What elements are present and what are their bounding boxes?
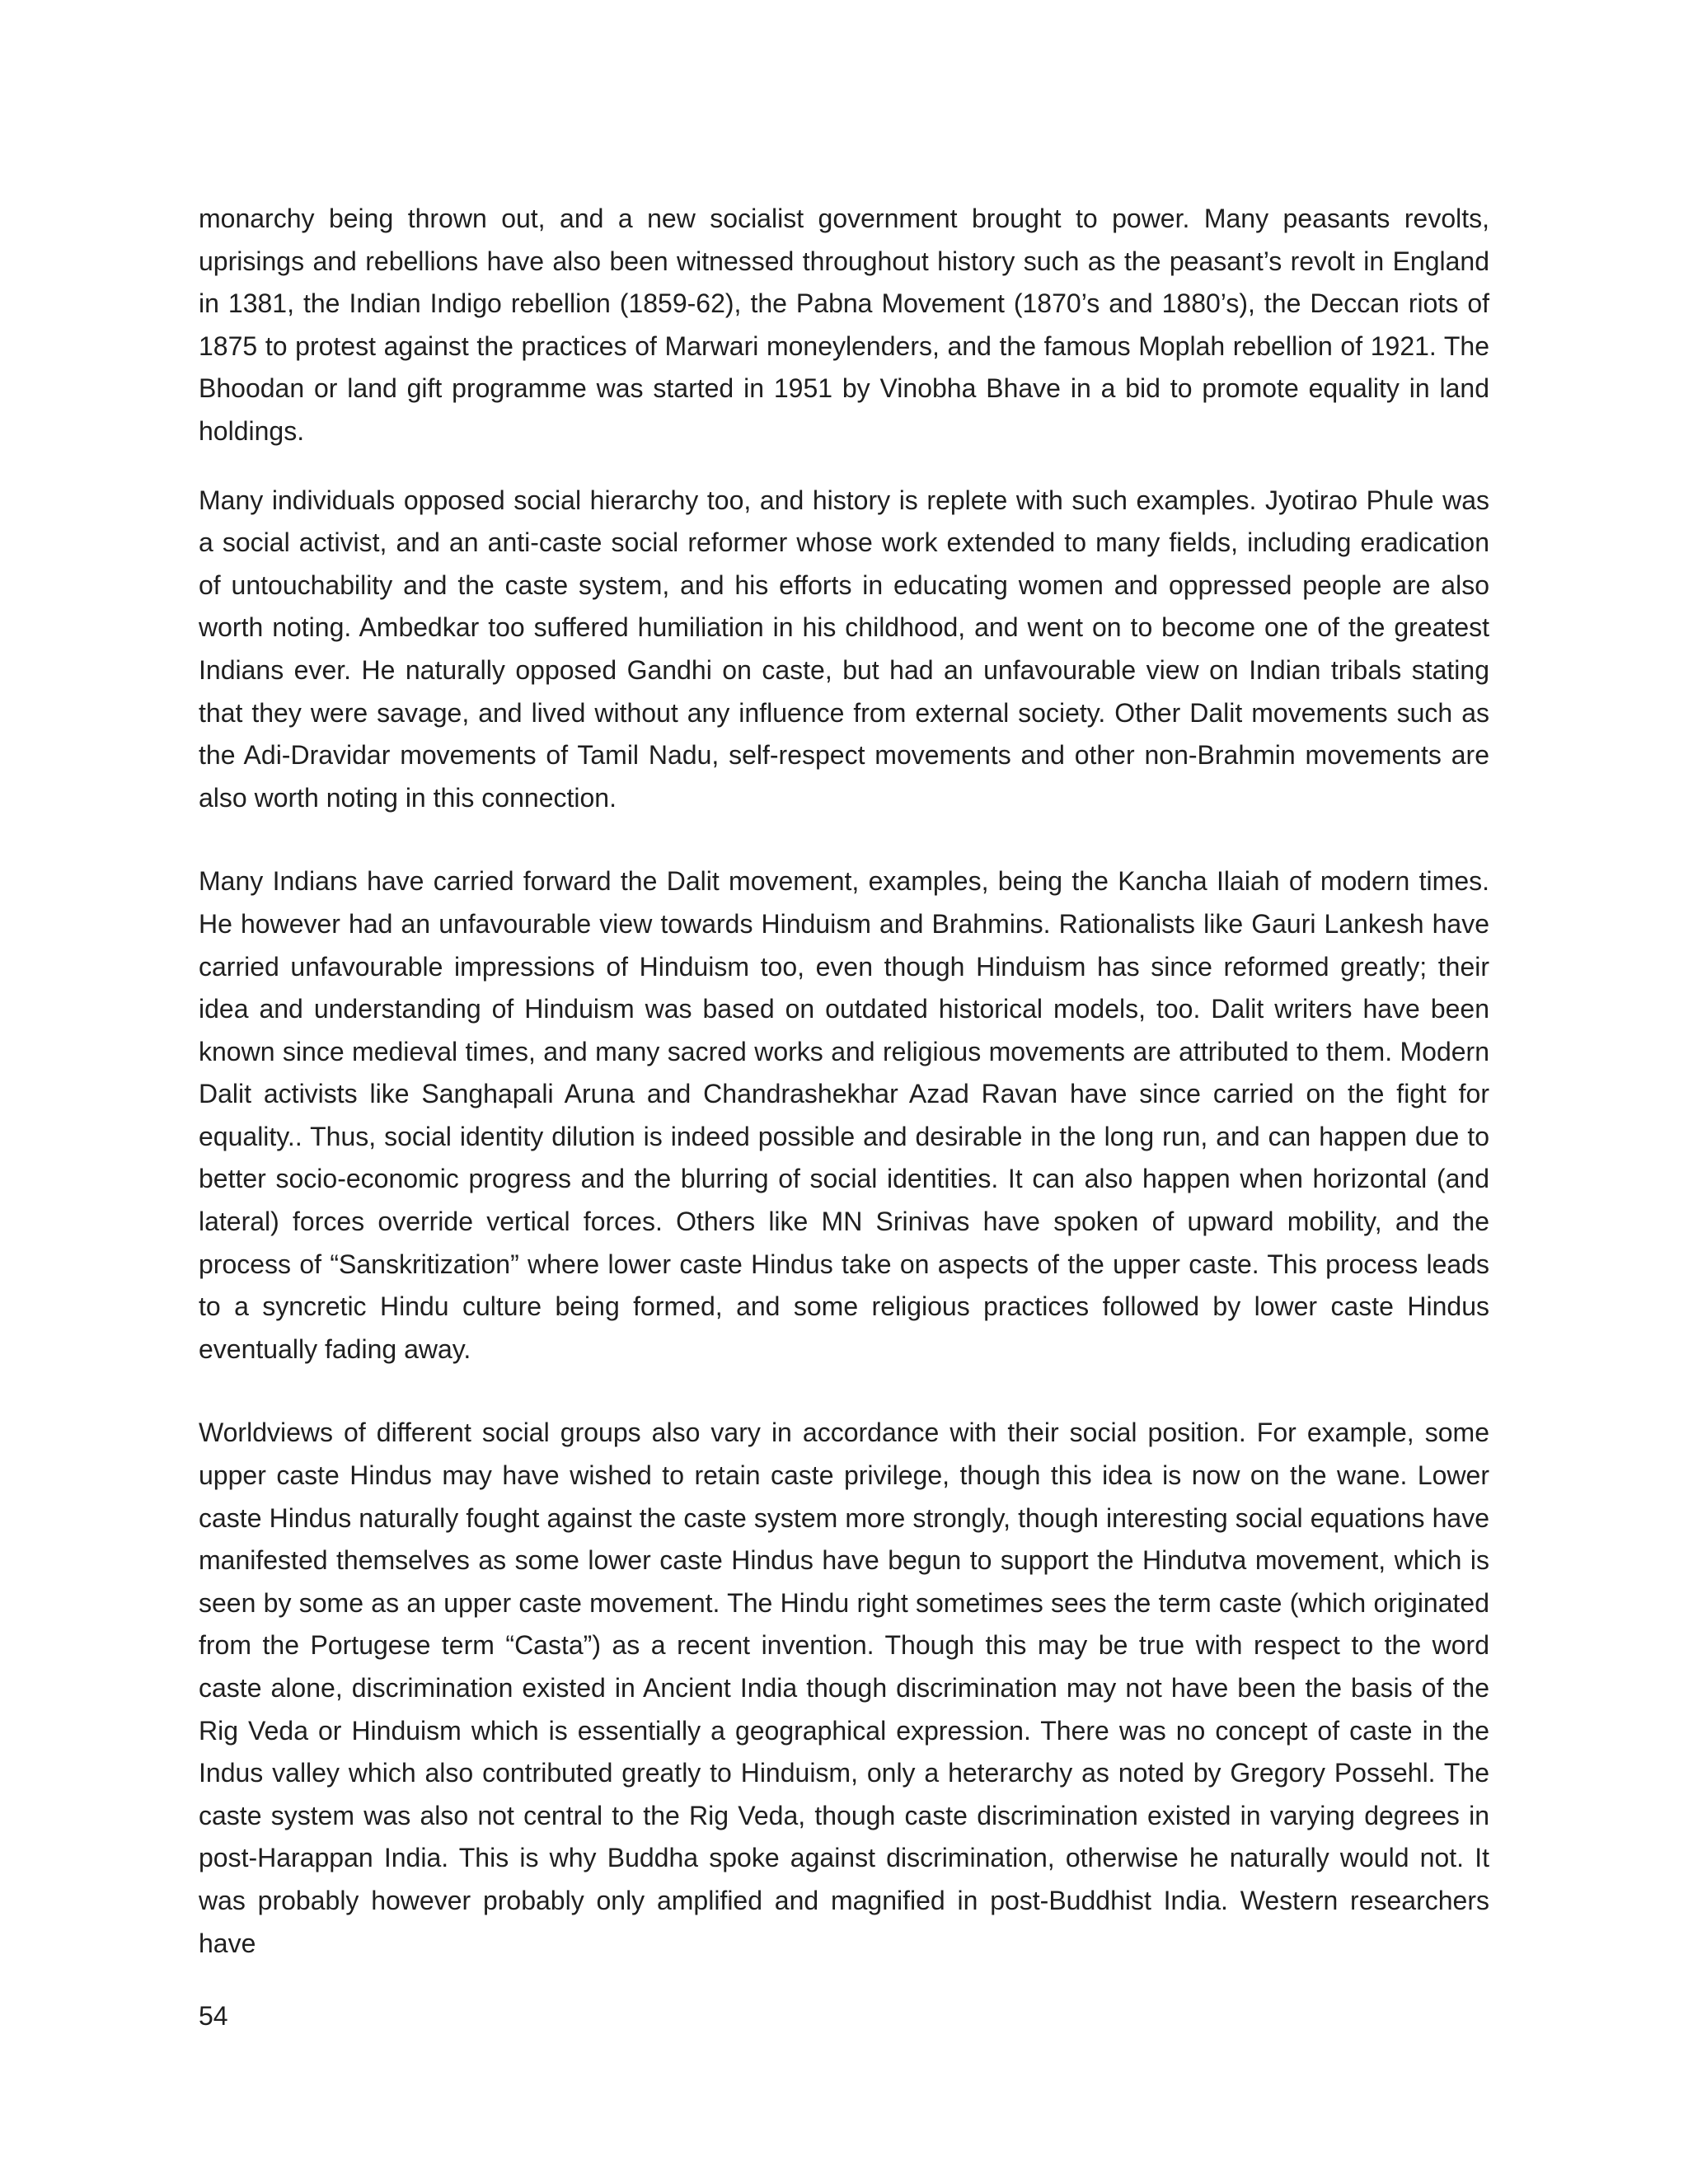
page-number: 54 — [199, 2001, 228, 2031]
paragraph-worldviews: Worldviews of different social groups also vary in accordance with their social position. For example, some upper caste Hindus may have wished to retain caste privilege, though this idea is now on the wane. Lower caste Hindus naturally fought against the caste system more strongly, though interesting social equations have manifested themselves as some lower caste Hindus have begun to support the Hindutva movement, which is seen by some as an upper caste movement. The Hindu right sometimes sees the term caste (which originated from the Portugese term “Casta”) as a recent invention. Though this may be true with respect to the word caste alone, discrimination existed in Ancient India though discrimination may not have been the basis of the Rig Veda or Hinduism which is essentially a geographical expression. There was no concept of caste in the Indus valley which also contributed greatly to Hinduism, only a heterarchy as noted by Gregory Possehl. The caste system was also not central to the Rig Veda, though caste discrimination existed in varying degrees in post-Harappan India. This is why Buddha spoke against discrimination, otherwise he naturally would not. It was probably however probably only amplified and magnified in post-Buddhist India. Western researchers have — [199, 1418, 1489, 1958]
body-text — [199, 198, 1489, 1965]
paragraph-social-hierarchy: Many individuals opposed social hierarchy too, and history is replete with such examples. Jyotirao Phule was a social activist, and an anti-caste social reformer whose work extended to many fields, including eradication of untouchability and the caste system, and his efforts in educating women and oppressed people are also worth noting. Ambedkar too suffered humiliation in his childhood, and went on to become one of the greatest Indians ever. He naturally opposed Gandhi on caste, but had an unfavourable view on Indian tribals stating that they were savage, and lived without any influence from external society. Other Dalit movements such as the Adi-Dravidar movements of Tamil Nadu, self-respect movements and other non-Brahmin movements are also worth noting in this connection. — [199, 485, 1489, 813]
paragraph-peasant-revolts: monarchy being thrown out, and a new socialist government brought to power. Many peasants revolts, uprisings and rebellions have also been witnessed throughout history such as the peasant’s revolt in England in 1381, the Indian Indigo rebellion (1859-62), the Pabna Movement (1870’s and 1880’s), the Deccan riots of 1875 to protest against the practices of Marwari moneylenders, and the famous Moplah rebellion of 1921. The Bhoodan or land gift programme was started in 1951 by Vinobha Bhave in a bid to promote equality in land holdings. — [199, 204, 1489, 446]
paragraph-dalit-movement: Many Indians have carried forward the Dalit movement, examples, being the Kancha Ilaiah of modern times. He however had an unfavourable view towards Hinduism and Brahmins. Rationalists like Gauri Lankesh have carried unfavourable impressions of Hinduism too, even though Hinduism has since reformed greatly; their idea and understanding of Hinduism was based on outdated historical models, too. Dalit writers have been known since medieval times, and many sacred works and religious movements are attributed to them. Modern Dalit activists like Sanghapali Aruna and Chandrashekhar Azad Ravan have since carried on the fight for equality.. Thus, social identity dilution is indeed possible and desirable in the long run, and can happen due to better socio-economic progress and the blurring of social identities. It can also happen when horizontal (and lateral) forces override vertical forces. Others like MN Srinivas have spoken of upward mobility, and the process of “Sanskritization” where lower caste Hindus take on aspects of the upper caste. This process leads to a syncretic Hindu culture being formed, and some religious practices followed by lower caste Hindus eventually fading away. — [199, 866, 1489, 1364]
